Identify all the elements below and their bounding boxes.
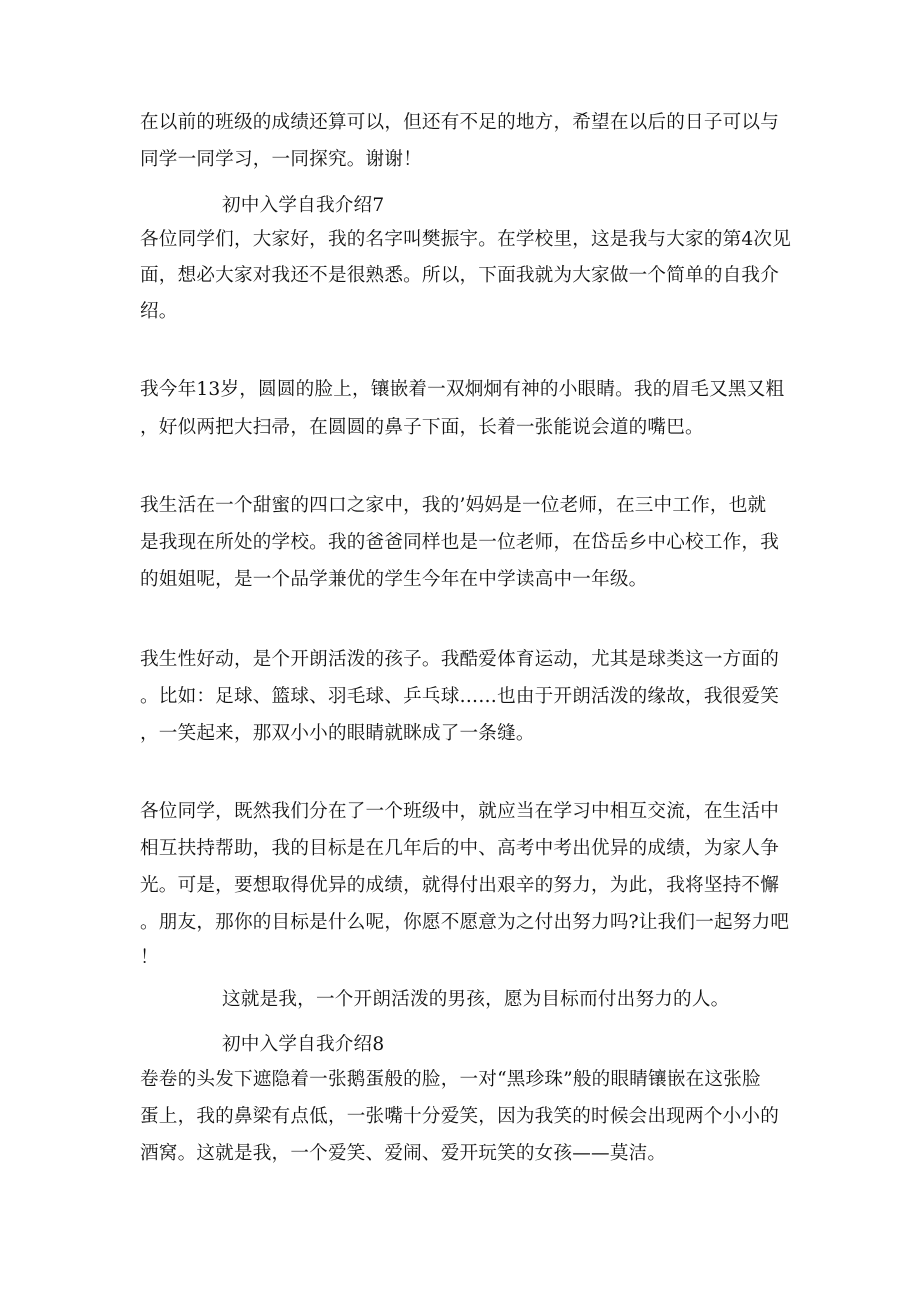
section-heading: 初中入学自我介绍8 xyxy=(222,1034,385,1055)
text-line: ，一笑起来，那双小小的眼睛就眯成了一条缝。 xyxy=(140,723,535,744)
text-line: 的姐姐呢，是一个品学兼优的学生今年在中学读高中一年级。 xyxy=(140,569,648,590)
text-line: 光。可是，要想取得优异的成绩，就得付出艰辛的努力，为此，我将坚持不懈 xyxy=(140,875,779,896)
text-line: 在以前的班级的成绩还算可以，但还有不足的地方，希望在以后的日子可以与 xyxy=(140,112,779,133)
text-line: 我今年13岁，圆圆的脸上，镶嵌着一双炯炯有神的小眼睛。我的眉毛又黑又粗 xyxy=(140,379,785,400)
text-line: 各位同学，既然我们分在了一个班级中，就应当在学习中相互交流，在生活中 xyxy=(140,801,779,822)
text-line: 相互扶持帮助，我的目标是在几年后的中、高考中考出优异的成绩，为家人争 xyxy=(140,838,779,859)
section-heading: 初中入学自我介绍7 xyxy=(222,195,385,216)
text-line: 绍。 xyxy=(140,301,178,322)
text-line: 我生活在一个甜蜜的四口之家中，我的’妈妈是一位老师，在三中工作，也就 xyxy=(140,495,767,516)
text-line: 蛋上，我的鼻梁有点低，一张嘴十分爱笑，因为我笑的时候会出现两个小小的 xyxy=(140,1106,779,1127)
text-line: ！ xyxy=(140,947,159,968)
text-line: 。比如：足球、篮球、羽毛球、乒乓球……也由于开朗活泼的缘故，我很爱笑 xyxy=(140,686,779,707)
text-line: 。朋友，那你的目标是什么呢，你愿不愿意为之付出努力吗?让我们一起努力吧 xyxy=(140,912,790,933)
text-line: ，好似两把大扫帚，在圆圆的鼻子下面，长着一张能说会道的嘴巴。 xyxy=(140,417,704,438)
text-line: 我生性好动，是个开朗活泼的孩子。我酷爱体育运动，尤其是球类这一方面的 xyxy=(140,649,779,670)
text-line: 卷卷的头发下遮隐着一张鹅蛋般的脸，一对“黑珍珠”般的眼睛镶嵌在这张脸 xyxy=(140,1069,761,1090)
text-line: 同学一同学习，一同探究。谢谢！ xyxy=(140,149,422,170)
text-line: 各位同学们，大家好，我的名字叫樊振宇。在学校里，这是我与大家的第4次见 xyxy=(140,229,792,250)
text-line: 酒窝。这就是我，一个爱笑、爱闹、爱开玩笑的女孩——莫洁。 xyxy=(140,1143,667,1164)
text-line: 这就是我，一个开朗活泼的男孩，愿为目标而付出努力的人。 xyxy=(222,989,730,1010)
text-line: 是我现在所处的学校。我的爸爸同样也是一位老师，在岱岳乡中心校工作，我 xyxy=(140,532,779,553)
text-line: 面，想必大家对我还不是很熟悉。所以，下面我就为大家做一个简单的自我介 xyxy=(140,265,779,286)
